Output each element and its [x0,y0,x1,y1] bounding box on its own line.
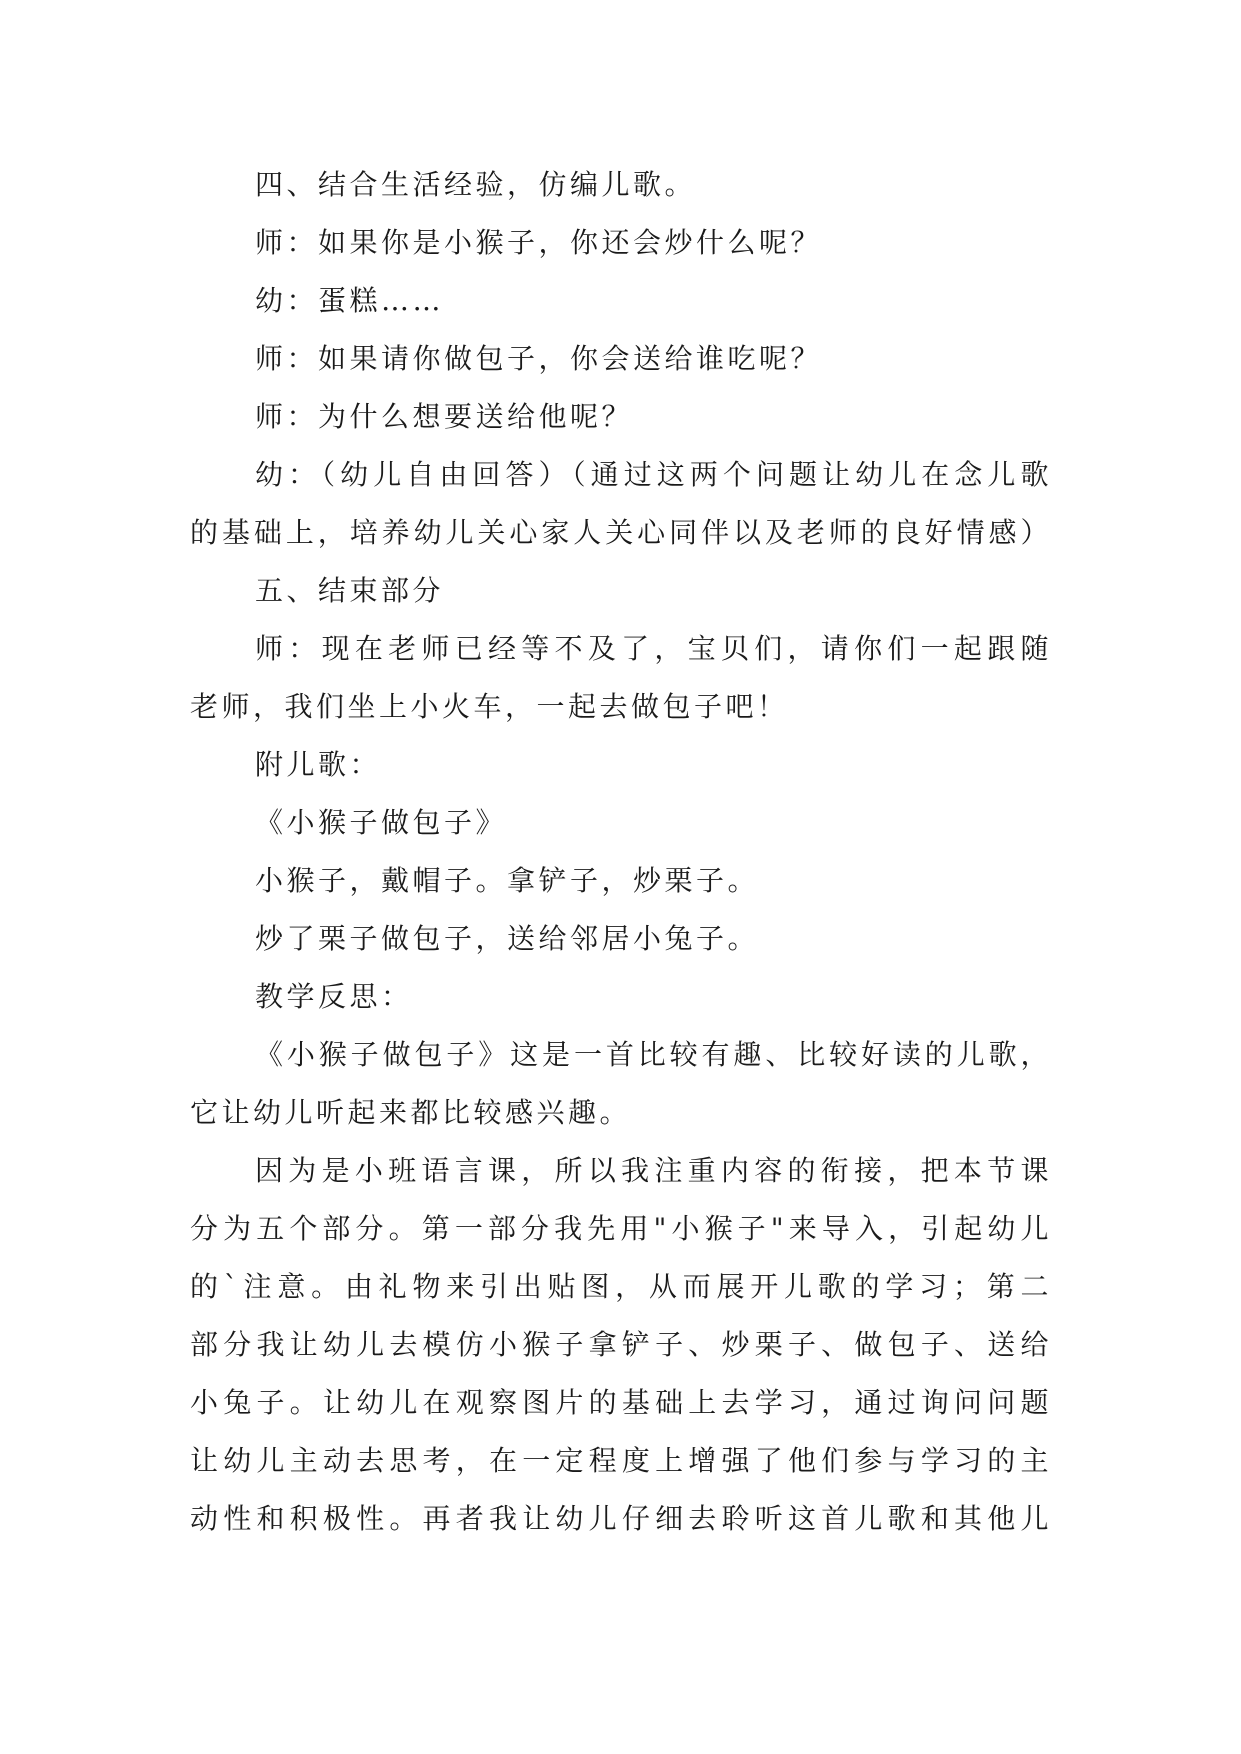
text-line: 附儿歌： [255,748,382,781]
text-line: 五、结束部分 [255,574,445,607]
text-line: 四、结合生活经验，仿编儿歌。 [255,168,697,201]
text-line: 的基础上，培养幼儿关心家人关心同伴以及老师的良好情感） [190,516,1052,549]
paragraph [190,272,1052,330]
text-line: 的`注意。由礼物来引出贴图，从而展开儿歌的学习；第二 [190,1270,1052,1303]
text-line: 老师，我们坐上小火车，一起去做包子吧！ [190,690,789,723]
paragraph [190,1142,1052,1548]
text-line: 动性和积极性。再者我让幼儿仔细去聆听这首儿歌和其他儿 [190,1502,1052,1535]
text-line: 师：现在老师已经等不及了，宝贝们，请你们一起跟随 [255,632,1052,665]
text-line: 它让幼儿听起来都比较感兴趣。 [190,1096,632,1129]
song-verse [190,910,1052,968]
text-line: 部分我让幼儿去模仿小猴子拿铲子、炒栗子、做包子、送给 [190,1328,1052,1361]
paragraph [190,620,1052,736]
text-line: 师：如果请你做包子，你会送给谁吃呢？ [255,342,823,375]
text-line: 小兔子。让幼儿在观察图片的基础上去学习，通过询问问题 [190,1386,1052,1419]
section-heading [190,156,1052,214]
text-line: 《小猴子做包子》这是一首比较有趣、比较好读的儿歌， [255,1038,1052,1071]
song-verse [190,852,1052,910]
text-line: 师：如果你是小猴子，你还会炒什么呢？ [255,226,823,259]
text-line: 小猴子，戴帽子。拿铲子，炒栗子。 [255,864,760,897]
text-line: 幼：蛋糕…… [255,284,445,317]
text-line: 炒了栗子做包子，送给邻居小兔子。 [255,922,760,955]
reflection-heading [190,968,1052,1026]
paragraph [190,388,1052,446]
text-line: 让幼儿主动去思考，在一定程度上增强了他们参与学习的主 [190,1444,1052,1477]
song-title [190,794,1052,852]
appendix-heading [190,736,1052,794]
paragraph [190,446,1052,562]
text-line: 分为五个部分。第一部分我先用"小猴子"来导入，引起幼儿 [190,1212,1052,1245]
text-line: 师：为什么想要送给他呢？ [255,400,634,433]
section-heading [190,562,1052,620]
paragraph [190,330,1052,388]
text-line: 教学反思： [255,980,413,1013]
document-body [190,156,1052,1548]
text-line: 幼：（幼儿自由回答）（通过这两个问题让幼儿在念儿歌 [255,458,1052,491]
paragraph [190,1026,1052,1142]
text-line: 《小猴子做包子》 [255,806,508,839]
paragraph [190,214,1052,272]
text-line: 因为是小班语言课，所以我注重内容的衔接，把本节课 [255,1154,1052,1187]
